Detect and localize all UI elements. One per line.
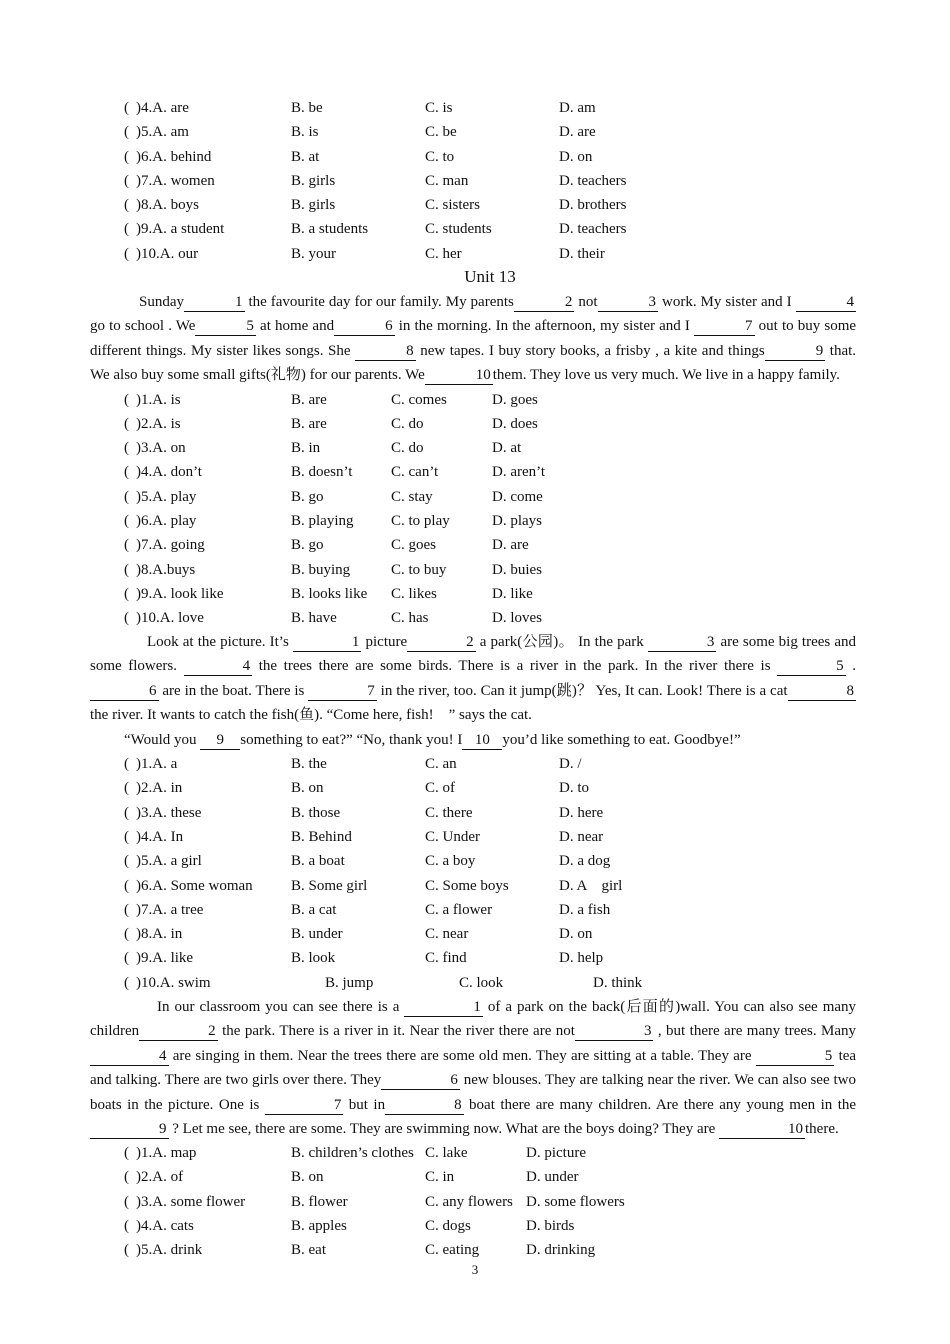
option-d: D. are [492, 537, 529, 553]
option-c: C. has [391, 610, 429, 626]
answer-paren: ( [124, 805, 129, 821]
blank-2: 2 [514, 294, 575, 312]
option-b: B. girls [291, 173, 336, 189]
answer-paren: ( [124, 392, 129, 408]
answer-paren: ( [124, 975, 129, 991]
option-d: D. come [492, 489, 543, 505]
blank-3: 3 [648, 634, 717, 652]
option-b: B. on [291, 1169, 324, 1185]
option-d: D. buies [492, 562, 542, 578]
passage-4: In our classroom you can see there is a 1 of a park on the back(后面的)wall. You can also see many children 2 the park. There is a river in it. Near the river there are not 3 , but there are many trees. Many4 are singing in them. Near the trees there are some old men. They are sitting at a table. They are 5 tea and talking. There are two girls over there. They 6 new blouses. They are talking near the river. We can also see two boats in the picture. One is 7 but in 8 boat there are many children. Are there any young men in the 9 ? Let me see, there are some. They are swimming now. What are the boys doing? They are 10 there. [90, 999, 857, 1138]
option-c: C. look [459, 975, 504, 991]
option-d: D. a dog [559, 853, 611, 869]
option-d: D. teachers [559, 221, 627, 237]
option-b: B. those [291, 805, 341, 821]
answer-paren: ( [124, 197, 129, 213]
blank-9: 9 [765, 343, 826, 361]
option-c: C. to buy [391, 562, 447, 578]
answer-paren: ( [124, 1218, 129, 1234]
option-a: )5.A. a girl [136, 853, 202, 869]
answer-paren: ( [124, 440, 129, 456]
option-d: D. does [492, 416, 538, 432]
answer-paren: ( [124, 1194, 129, 1210]
option-c: C. a flower [425, 902, 493, 918]
option-b: B. have [291, 610, 337, 626]
option-d: D. goes [492, 392, 538, 408]
option-b: B. are [291, 392, 327, 408]
answer-paren: ( [124, 756, 129, 772]
blank-4: 4 [184, 658, 253, 676]
blank-7: 7 [694, 318, 755, 336]
option-c: C. stay [391, 489, 433, 505]
option-a: )4.A. cats [136, 1218, 194, 1234]
answer-paren: ( [124, 513, 129, 529]
option-c: C. man [425, 173, 469, 189]
answer-paren: ( [124, 610, 129, 626]
answer-paren: ( [124, 829, 129, 845]
answer-paren: ( [124, 416, 129, 432]
option-a: )9.A. like [136, 950, 194, 966]
blank-8: 8 [788, 683, 857, 701]
option-b: B. the [291, 756, 327, 772]
answer-paren: ( [124, 149, 129, 165]
passage-2: Look at the picture. It’s 1 picture 2 a park(公园)。 In the park 3 are some big trees and some flowers. 4 the trees there are some birds. There is a river in the park. In the river there is 5 . 6 are in the boat. There is 7 in the river, too. Can it jump(跳)？ Yes, It can. Look! There is a cat 8 the river. It wants to catch the fish(鱼). “Come here, fish! ” says the cat. [90, 634, 857, 724]
answer-paren: ( [124, 586, 129, 602]
option-d: D. A girl [559, 878, 623, 894]
option-b: B. your [291, 246, 336, 262]
blank-3: 3 [575, 1023, 654, 1041]
blank-3: 3 [598, 294, 659, 312]
option-c: C. sisters [425, 197, 481, 213]
option-d: D. on [559, 149, 593, 165]
option-d: D. like [492, 586, 533, 602]
option-c: C. dogs [425, 1218, 471, 1234]
option-c: C. Under [425, 829, 480, 845]
option-c: C. an [425, 756, 457, 772]
option-b: B. is [291, 124, 319, 140]
option-c: C. is [425, 100, 453, 116]
option-b: B. be [291, 100, 323, 116]
option-b: B. children’s clothes [291, 1145, 414, 1161]
answer-paren: ( [124, 489, 129, 505]
option-a: )4.A. are [136, 100, 189, 116]
answer-paren: ( [124, 780, 129, 796]
option-c: C. eating [425, 1242, 480, 1258]
blank-9: 9 [200, 732, 240, 750]
option-a: )6.A. play [136, 513, 197, 529]
option-c: C. do [391, 440, 424, 456]
option-a: )2.A. in [136, 780, 183, 796]
blank-1: 1 [184, 294, 245, 312]
blank-1: 1 [293, 634, 362, 652]
option-d: D. think [593, 975, 643, 991]
option-d: D. are [559, 124, 596, 140]
option-a: )7.A. women [136, 173, 215, 189]
option-a: )8.A. in [136, 926, 183, 942]
blank-7: 7 [308, 683, 377, 701]
option-a: )5.A. play [136, 489, 197, 505]
option-a: )4.A. don’t [136, 464, 202, 480]
page-number: 3 [471, 1262, 479, 1277]
option-c: C. goes [391, 537, 436, 553]
answer-paren: ( [124, 173, 129, 189]
blank-10: 10 [462, 732, 502, 750]
option-d: D. am [559, 100, 596, 116]
option-b: B. eat [291, 1242, 326, 1258]
answer-paren: ( [124, 221, 129, 237]
option-a: )9.A. look like [136, 586, 224, 602]
option-b: B. Behind [291, 829, 352, 845]
blank-4: 4 [796, 294, 857, 312]
option-b: B. Some girl [291, 878, 368, 894]
option-a: )5.A. am [136, 124, 189, 140]
option-b: B. in [291, 440, 321, 456]
option-d: D. a fish [559, 902, 611, 918]
blank-1: 1 [404, 999, 483, 1017]
option-c: C. a boy [425, 853, 476, 869]
option-b: B. playing [291, 513, 354, 529]
option-d: D. / [559, 756, 582, 772]
blank-8: 8 [385, 1097, 464, 1115]
option-b: B. are [291, 416, 327, 432]
option-d: D. on [559, 926, 593, 942]
option-d: D. brothers [559, 197, 627, 213]
blank-5: 5 [777, 658, 846, 676]
option-d: D. near [559, 829, 604, 845]
option-d: D. drinking [526, 1242, 596, 1258]
option-b: B. at [291, 149, 320, 165]
option-b: B. doesn’t [291, 464, 353, 480]
unit-title: Unit 13 [464, 267, 516, 286]
option-b: B. flower [291, 1194, 348, 1210]
option-c: C. there [425, 805, 473, 821]
option-b: B. apples [291, 1218, 347, 1234]
passage-1: Sunday 1 the favourite day for our family. My parents 2 not 3 work. My sister and I 4 go to school . We 5 at home and 6 in the morning. In the afternoon, my sister and I 7 out to buy some different things. My sister likes songs. She 8 new tapes. I buy story books, a frisby , a kite and things 9 that. We also buy some small gifts(礼物) for our parents. We 10 them. They love us very much. We live in a happy family. [90, 294, 857, 384]
option-c: C. comes [391, 392, 447, 408]
option-d: D. help [559, 950, 604, 966]
answer-paren: ( [124, 950, 129, 966]
option-a: )10.A. swim [136, 975, 211, 991]
answer-paren: ( [124, 464, 129, 480]
option-d: D. plays [492, 513, 542, 529]
option-a: )6.A. Some woman [136, 878, 253, 894]
option-c: C. to play [391, 513, 450, 529]
blank-6: 6 [90, 683, 159, 701]
option-d: D. here [559, 805, 604, 821]
option-a: )10.A. our [136, 246, 199, 262]
blank-4: 4 [90, 1048, 169, 1066]
blank-10: 10 [425, 367, 493, 385]
option-d: D. birds [526, 1218, 575, 1234]
option-d: D. loves [492, 610, 542, 626]
answer-paren: ( [124, 926, 129, 942]
option-a: )3.A. these [136, 805, 202, 821]
option-b: B. a students [291, 221, 369, 237]
option-d: D. teachers [559, 173, 627, 189]
option-b: B. a boat [291, 853, 345, 869]
blank-6: 6 [381, 1072, 460, 1090]
option-b: B. a cat [291, 902, 337, 918]
option-a: )6.A. behind [136, 149, 212, 165]
blank-8: 8 [355, 343, 416, 361]
option-c: C. be [425, 124, 457, 140]
option-b: B. buying [291, 562, 351, 578]
option-b: B. go [291, 489, 324, 505]
option-c: C. any flowers [425, 1194, 513, 1210]
option-c: C. likes [391, 586, 437, 602]
option-d: D. their [559, 246, 605, 262]
option-c: C. her [425, 246, 462, 262]
answer-paren: ( [124, 246, 129, 262]
option-b: B. jump [325, 975, 374, 991]
option-a: )8.A. boys [136, 197, 199, 213]
option-a: )2.A. is [136, 416, 181, 432]
blank-7: 7 [265, 1097, 344, 1115]
option-a: )5.A. drink [136, 1242, 203, 1258]
option-b: B. on [291, 780, 324, 796]
option-b: B. girls [291, 197, 336, 213]
option-a: )4.A. In [136, 829, 184, 845]
option-c: C. can’t [391, 464, 439, 480]
answer-paren: ( [124, 902, 129, 918]
blank-2: 2 [407, 634, 476, 652]
option-a: )7.A. going [136, 537, 205, 553]
answer-paren: ( [124, 1242, 129, 1258]
option-c: C. near [425, 926, 469, 942]
blank-9: 9 [90, 1121, 169, 1139]
option-d: D. aren’t [492, 464, 546, 480]
option-c: C. Some boys [425, 878, 509, 894]
option-a: )3.A. on [136, 440, 186, 456]
option-a: )1.A. is [136, 392, 181, 408]
option-a: )1.A. a [136, 756, 178, 772]
option-d: D. at [492, 440, 522, 456]
answer-paren: ( [124, 562, 129, 578]
option-d: D. to [559, 780, 589, 796]
option-a: )1.A. map [136, 1145, 197, 1161]
blank-5: 5 [756, 1048, 835, 1066]
option-b: B. go [291, 537, 324, 553]
blank-5: 5 [195, 318, 256, 336]
option-d: D. under [526, 1169, 579, 1185]
option-a: )2.A. of [136, 1169, 184, 1185]
option-b: B. look [291, 950, 336, 966]
answer-paren: ( [124, 853, 129, 869]
option-a: )9.A. a student [136, 221, 225, 237]
option-c: C. in [425, 1169, 455, 1185]
answer-paren: ( [124, 124, 129, 140]
option-d: D. some flowers [526, 1194, 625, 1210]
option-a: )7.A. a tree [136, 902, 204, 918]
option-a: )3.A. some flower [136, 1194, 246, 1210]
option-c: C. of [425, 780, 455, 796]
blank-2: 2 [139, 1023, 218, 1041]
option-d: D. picture [526, 1145, 586, 1161]
answer-paren: ( [124, 1169, 129, 1185]
option-a: )10.A. love [136, 610, 204, 626]
option-b: B. looks like [291, 586, 368, 602]
option-a: )8.A.buys [136, 562, 196, 578]
blank-6: 6 [334, 318, 395, 336]
option-c: C. lake [425, 1145, 468, 1161]
option-b: B. under [291, 926, 343, 942]
answer-paren: ( [124, 1145, 129, 1161]
answer-paren: ( [124, 537, 129, 553]
answer-paren: ( [124, 878, 129, 894]
option-c: C. students [425, 221, 492, 237]
answer-paren: ( [124, 100, 129, 116]
option-c: C. find [425, 950, 467, 966]
option-c: C. to [425, 149, 455, 165]
passage-3: “Would you 9 something to eat?” “No, thank you! I 10 you’d like something to eat. Goodbye!” [124, 732, 741, 748]
blank-10: 10 [719, 1121, 805, 1139]
option-c: C. do [391, 416, 424, 432]
